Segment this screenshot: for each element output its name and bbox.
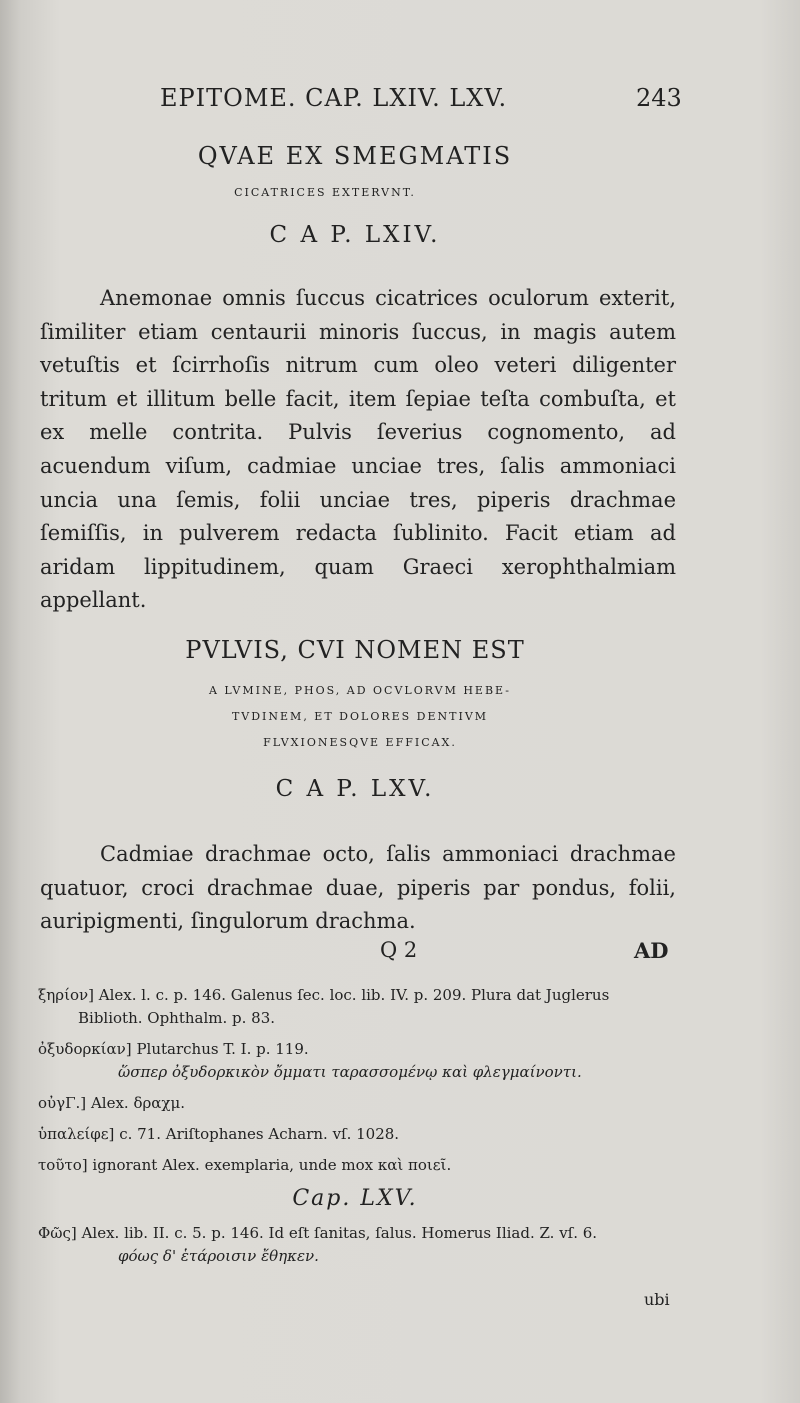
catchword: AD — [634, 938, 669, 963]
section1-text — [40, 282, 676, 618]
section1-chapter: C A P. LXIV. — [269, 222, 441, 248]
signature-mark: Q 2 — [380, 938, 418, 962]
footnote-lemma: οὐγΓ.] — [38, 1094, 87, 1112]
footnote-greek: ὥσπερ ὀξυδορκικὸν ὄμματι ταρασσομένῳ καὶ φλεγμαίνοντι. — [118, 1063, 582, 1081]
footnote — [38, 1123, 678, 1146]
footnote-text: ignorant Alex. exemplaria, unde mox καὶ ποιεῖ. — [92, 1156, 452, 1174]
section2-chapter: C A P. LXV. — [275, 776, 435, 802]
page-number: 243 — [636, 84, 682, 112]
footnote-text: Alex. l. c. p. 146. Galenus ſec. loc. lib. IV. p. 209. Plura dat Juglerus Biblioth. Ophthalm. p. 83. — [78, 986, 610, 1027]
section1-paragraph: Anemonae omnis ſuccus cicatrices oculorum exterit, ſimiliter etiam centaurii minoris ſuccus, in magis autem vetuſtis et ſcirrhoſis nitrum cum oleo veteri diligenter tritum et illitum belle facit, item ſepiae teſta combuſta, et ex melle contrita. Pulvis ſeverius cognomento, ad acuendum viſum, cadmiae unciae tres, ſalis ammoniaci uncia una ſemis, folii unciae tres, piperis drachmae ſemiſſis, in pulverem redacta ſublinito. Facit etiam ad aridam lippitudinem, quam Graeci xerophthalmiam appellant. — [40, 286, 676, 613]
footnote-text: Alex. δραχμ. — [90, 1094, 186, 1112]
footnote — [38, 1154, 678, 1177]
footnotes — [38, 984, 678, 1185]
footnote-lemma: Φῶς] — [38, 1224, 77, 1242]
footnote — [38, 1222, 678, 1268]
section2-text — [40, 838, 676, 939]
footnote-text: Alex. lib. II. c. 5. p. 146. Id eſt ſanitas, ſalus. Homerus Iliad. Z. vſ. 6. — [81, 1224, 598, 1242]
section1-subtitle: CICATRICES EXTERVNT. — [234, 186, 416, 199]
running-title: EPITOME. CAP. LXIV. LXV. — [160, 84, 508, 112]
footnote — [38, 1092, 678, 1115]
footnote-lemma: ὀξυδορκίαν] — [38, 1040, 132, 1058]
footnote-greek: φόως δ' ἑτάροισιν ἔθηκεν. — [118, 1247, 319, 1265]
section1-title: QVAE EX SMEGMATIS — [197, 142, 513, 170]
section2-subtitle-line: A LVMINE, PHOS, AD OCVLORVM HEBE- — [208, 684, 511, 697]
section2-subtitle-line: FLVXIONESQVE EFFICAX. — [263, 736, 457, 749]
footnote-lemma: τοῦτο] — [38, 1156, 88, 1174]
catchword-bottom: ubi — [644, 1290, 670, 1309]
footnotes-second — [38, 1222, 678, 1276]
section2-paragraph: Cadmiae drachmae octo, ſalis ammoniaci drachmae quatuor, croci drachmae duae, piperis par pondus, folii, auripigmenti, ſingulorum drachma. — [40, 842, 676, 934]
section2-subtitle-line: TVDINEM, ET DOLORES DENTIVM — [231, 710, 489, 723]
footnote — [38, 984, 678, 1030]
footnote-text: c. 71. Ariſtophanes Acharn. vſ. 1028. — [119, 1125, 400, 1143]
footnote — [38, 1038, 678, 1084]
section2-title: PVLVIS, CVI NOMEN EST — [185, 636, 525, 664]
footnotes-heading: Cap. LXV. — [292, 1186, 418, 1211]
footnote-text: Plutarchus T. I. p. 119. — [136, 1040, 309, 1058]
section2-subtitle — [100, 678, 620, 756]
footnote-lemma: ὑπαλείφε] — [38, 1125, 115, 1143]
footnote-lemma: ξηρίον] — [38, 986, 94, 1004]
